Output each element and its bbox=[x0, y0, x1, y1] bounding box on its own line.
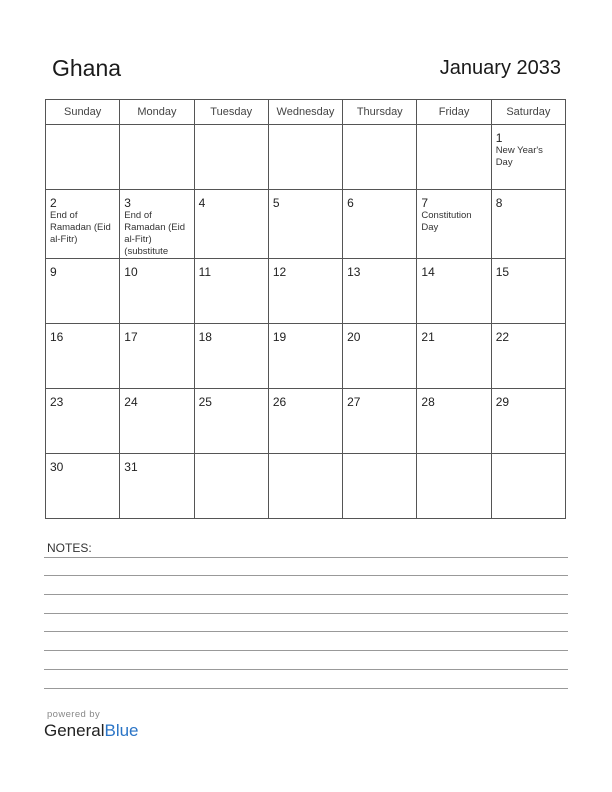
day-cell[interactable] bbox=[120, 324, 194, 389]
brand-general: General bbox=[44, 721, 105, 740]
day-cell[interactable] bbox=[343, 324, 417, 389]
day-cell[interactable] bbox=[120, 125, 194, 190]
day-number: 15 bbox=[495, 265, 510, 279]
note-line bbox=[44, 594, 568, 595]
day-number: 23 bbox=[50, 395, 64, 409]
day-number: 2 bbox=[50, 196, 57, 210]
weekday-header: Saturday bbox=[491, 100, 565, 125]
day-cell[interactable] bbox=[268, 389, 342, 454]
holiday-label: New Year's Day bbox=[495, 145, 543, 168]
day-cell[interactable] bbox=[120, 454, 194, 519]
day-number: 24 bbox=[124, 395, 138, 409]
week-row bbox=[46, 125, 566, 190]
day-number: 30 bbox=[50, 460, 64, 474]
day-cell[interactable] bbox=[268, 259, 342, 324]
day-cell[interactable] bbox=[417, 125, 491, 190]
day-number: 29 bbox=[495, 395, 510, 409]
day-cell[interactable] bbox=[268, 454, 342, 519]
day-number: 22 bbox=[495, 330, 510, 344]
day-cell[interactable] bbox=[417, 324, 491, 389]
day-cell[interactable] bbox=[268, 190, 342, 259]
powered-by-text: powered by bbox=[47, 709, 101, 720]
day-cell[interactable] bbox=[343, 454, 417, 519]
day-cell[interactable] bbox=[491, 389, 565, 454]
day-number: 13 bbox=[347, 265, 361, 279]
day-cell[interactable] bbox=[46, 125, 120, 190]
day-cell[interactable] bbox=[417, 454, 491, 519]
day-cell[interactable] bbox=[46, 259, 120, 324]
note-line bbox=[44, 631, 568, 632]
day-number: 16 bbox=[50, 330, 64, 344]
day-cell[interactable] bbox=[343, 389, 417, 454]
week-row bbox=[46, 324, 566, 389]
day-cell[interactable] bbox=[194, 259, 268, 324]
day-number: 1 bbox=[495, 131, 503, 145]
day-cell[interactable] bbox=[120, 389, 194, 454]
day-cell[interactable] bbox=[46, 389, 120, 454]
week-row bbox=[46, 389, 566, 454]
day-number: 14 bbox=[421, 265, 435, 279]
day-number: 18 bbox=[198, 330, 212, 344]
notes-label: NOTES: bbox=[47, 541, 92, 555]
day-cell[interactable] bbox=[491, 454, 565, 519]
weekday-header: Sunday bbox=[46, 100, 120, 125]
day-number: 19 bbox=[272, 330, 287, 344]
day-number: 10 bbox=[124, 265, 138, 279]
day-cell[interactable] bbox=[491, 190, 565, 259]
month-year-title: January 2033 bbox=[439, 57, 561, 79]
day-cell[interactable] bbox=[417, 190, 491, 259]
day-cell[interactable] bbox=[46, 190, 120, 259]
day-cell[interactable] bbox=[268, 324, 342, 389]
day-number: 27 bbox=[347, 395, 361, 409]
day-cell[interactable] bbox=[194, 125, 268, 190]
day-number: 25 bbox=[198, 395, 212, 409]
day-number: 11 bbox=[198, 265, 212, 279]
day-cell[interactable] bbox=[268, 125, 342, 190]
note-line bbox=[44, 613, 568, 614]
weekday-header: Thursday bbox=[343, 100, 417, 125]
day-number: 6 bbox=[347, 196, 354, 210]
day-cell[interactable] bbox=[194, 324, 268, 389]
note-line bbox=[44, 669, 568, 670]
note-line bbox=[44, 688, 568, 689]
day-cell[interactable] bbox=[46, 324, 120, 389]
weekday-header: Wednesday bbox=[268, 100, 342, 125]
day-number: 20 bbox=[347, 330, 361, 344]
week-row bbox=[46, 454, 566, 519]
day-cell[interactable] bbox=[120, 259, 194, 324]
day-cell[interactable] bbox=[417, 389, 491, 454]
generalblue-logo[interactable] bbox=[44, 721, 139, 741]
day-number: 26 bbox=[272, 395, 287, 409]
holiday-label: End of Ramadan (Eid al-Fitr) bbox=[50, 210, 111, 245]
day-cell[interactable] bbox=[194, 190, 268, 259]
week-row bbox=[46, 190, 566, 259]
weekday-header: Monday bbox=[120, 100, 194, 125]
weekday-header: Friday bbox=[417, 100, 491, 125]
day-cell[interactable] bbox=[343, 259, 417, 324]
day-cell[interactable] bbox=[120, 190, 194, 259]
day-cell[interactable] bbox=[194, 454, 268, 519]
day-number: 3 bbox=[124, 196, 131, 210]
weekday-header-row bbox=[46, 100, 566, 125]
holiday-label: Constitution Day bbox=[421, 210, 472, 233]
weekday-header: Tuesday bbox=[194, 100, 268, 125]
day-number: 4 bbox=[198, 196, 206, 210]
day-cell[interactable] bbox=[46, 454, 120, 519]
day-number: 12 bbox=[272, 265, 287, 279]
holiday-label: End of Ramadan (Eid al-Fitr) (substitute bbox=[124, 210, 186, 257]
day-cell[interactable] bbox=[194, 389, 268, 454]
day-number: 5 bbox=[272, 196, 280, 210]
day-number: 7 bbox=[421, 196, 429, 210]
week-row bbox=[46, 259, 566, 324]
day-number: 21 bbox=[421, 330, 435, 344]
day-number: 9 bbox=[50, 265, 57, 279]
day-cell[interactable] bbox=[343, 125, 417, 190]
day-number: 8 bbox=[495, 196, 503, 210]
day-cell[interactable] bbox=[417, 259, 491, 324]
day-number: 17 bbox=[124, 330, 138, 344]
note-line bbox=[44, 575, 568, 576]
note-line bbox=[44, 650, 568, 651]
day-number: 31 bbox=[124, 460, 138, 474]
day-cell[interactable] bbox=[491, 324, 565, 389]
day-cell[interactable] bbox=[491, 259, 565, 324]
note-line bbox=[44, 557, 568, 558]
calendar-grid bbox=[45, 99, 566, 519]
country-title: Ghana bbox=[52, 55, 122, 81]
brand-blue: Blue bbox=[104, 721, 139, 740]
day-cell[interactable] bbox=[343, 190, 417, 259]
day-number: 28 bbox=[421, 395, 435, 409]
day-cell[interactable] bbox=[491, 125, 565, 190]
